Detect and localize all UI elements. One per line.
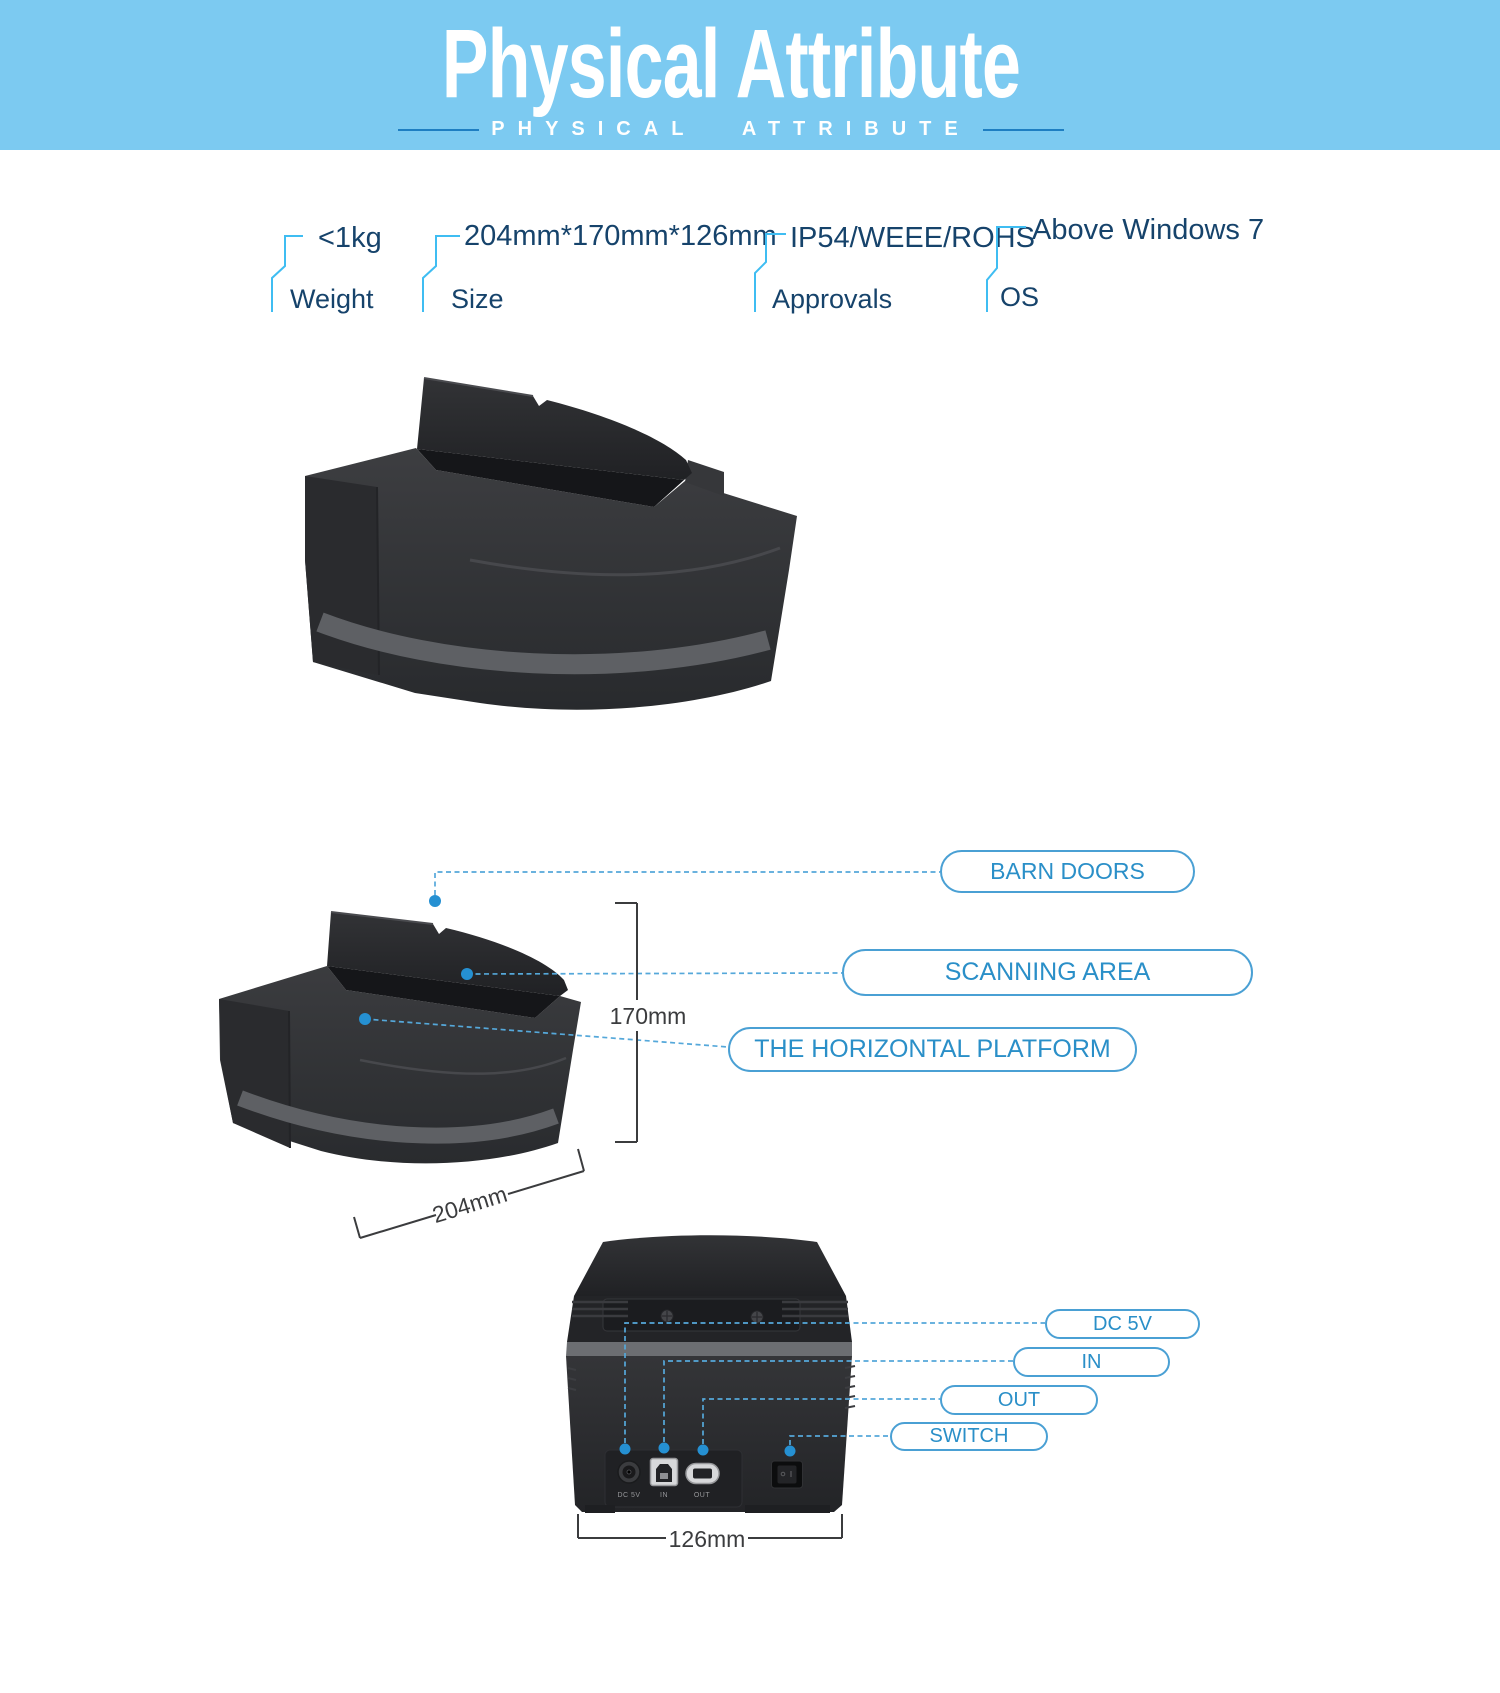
callout-out: OUT xyxy=(940,1385,1098,1415)
usb-a-port xyxy=(686,1464,719,1484)
dimension-depth: 126mm xyxy=(668,1526,746,1552)
dot-switch xyxy=(785,1446,796,1457)
device-rear-photo xyxy=(566,1235,855,1513)
spec-label-approvals: Approvals xyxy=(772,284,893,314)
dot-dc-5v xyxy=(620,1444,631,1455)
callout-dc-5v: DC 5V xyxy=(1045,1309,1200,1339)
dot-scanning-area xyxy=(461,968,473,980)
device-foot-left xyxy=(585,1505,615,1513)
dc-jack-port xyxy=(618,1461,640,1483)
spec-value-weight: <1kg xyxy=(318,222,382,254)
dimension-height: 170mm xyxy=(609,1003,687,1029)
page-title: Physical Attribute xyxy=(441,9,1021,118)
callout-switch: SWITCH xyxy=(890,1422,1048,1451)
spec-label-weight: Weight xyxy=(290,284,374,314)
callout-horizontal-platform: THE HORIZONTAL PLATFORM xyxy=(728,1027,1137,1072)
spec-value-os: Above Windows 7 xyxy=(1032,214,1265,246)
dot-out xyxy=(698,1445,709,1456)
dot-horizontal-platform xyxy=(359,1013,371,1025)
device-foot-right xyxy=(745,1505,830,1513)
device-front-photo xyxy=(305,378,797,710)
dot-barn-doors xyxy=(429,895,441,907)
page-subtitle: PHYSICAL ATTRIBUTE xyxy=(491,118,971,140)
spec-label-os: OS xyxy=(1000,282,1040,312)
device-annotated-photo xyxy=(219,912,581,1163)
rear-label-dc: DC 5V xyxy=(617,1492,641,1499)
rear-label-out: OUT xyxy=(693,1492,711,1499)
power-switch xyxy=(772,1461,803,1488)
rear-label-in: IN xyxy=(660,1492,668,1499)
spec-label-size: Size xyxy=(451,284,504,314)
spec-brackets xyxy=(272,227,1026,312)
spec-value-approvals: IP54/WEEE/ROHS xyxy=(790,222,1035,254)
spec-value-size: 204mm*170mm*126mm xyxy=(464,220,777,252)
callout-scanning-area: SCANNING AREA xyxy=(842,949,1253,996)
callout-in: IN xyxy=(1013,1347,1170,1377)
callout-barn-doors: BARN DOORS xyxy=(940,850,1195,893)
dimension-width: 204mm xyxy=(429,1180,511,1228)
dot-in xyxy=(659,1443,670,1454)
usb-b-port xyxy=(651,1459,678,1486)
